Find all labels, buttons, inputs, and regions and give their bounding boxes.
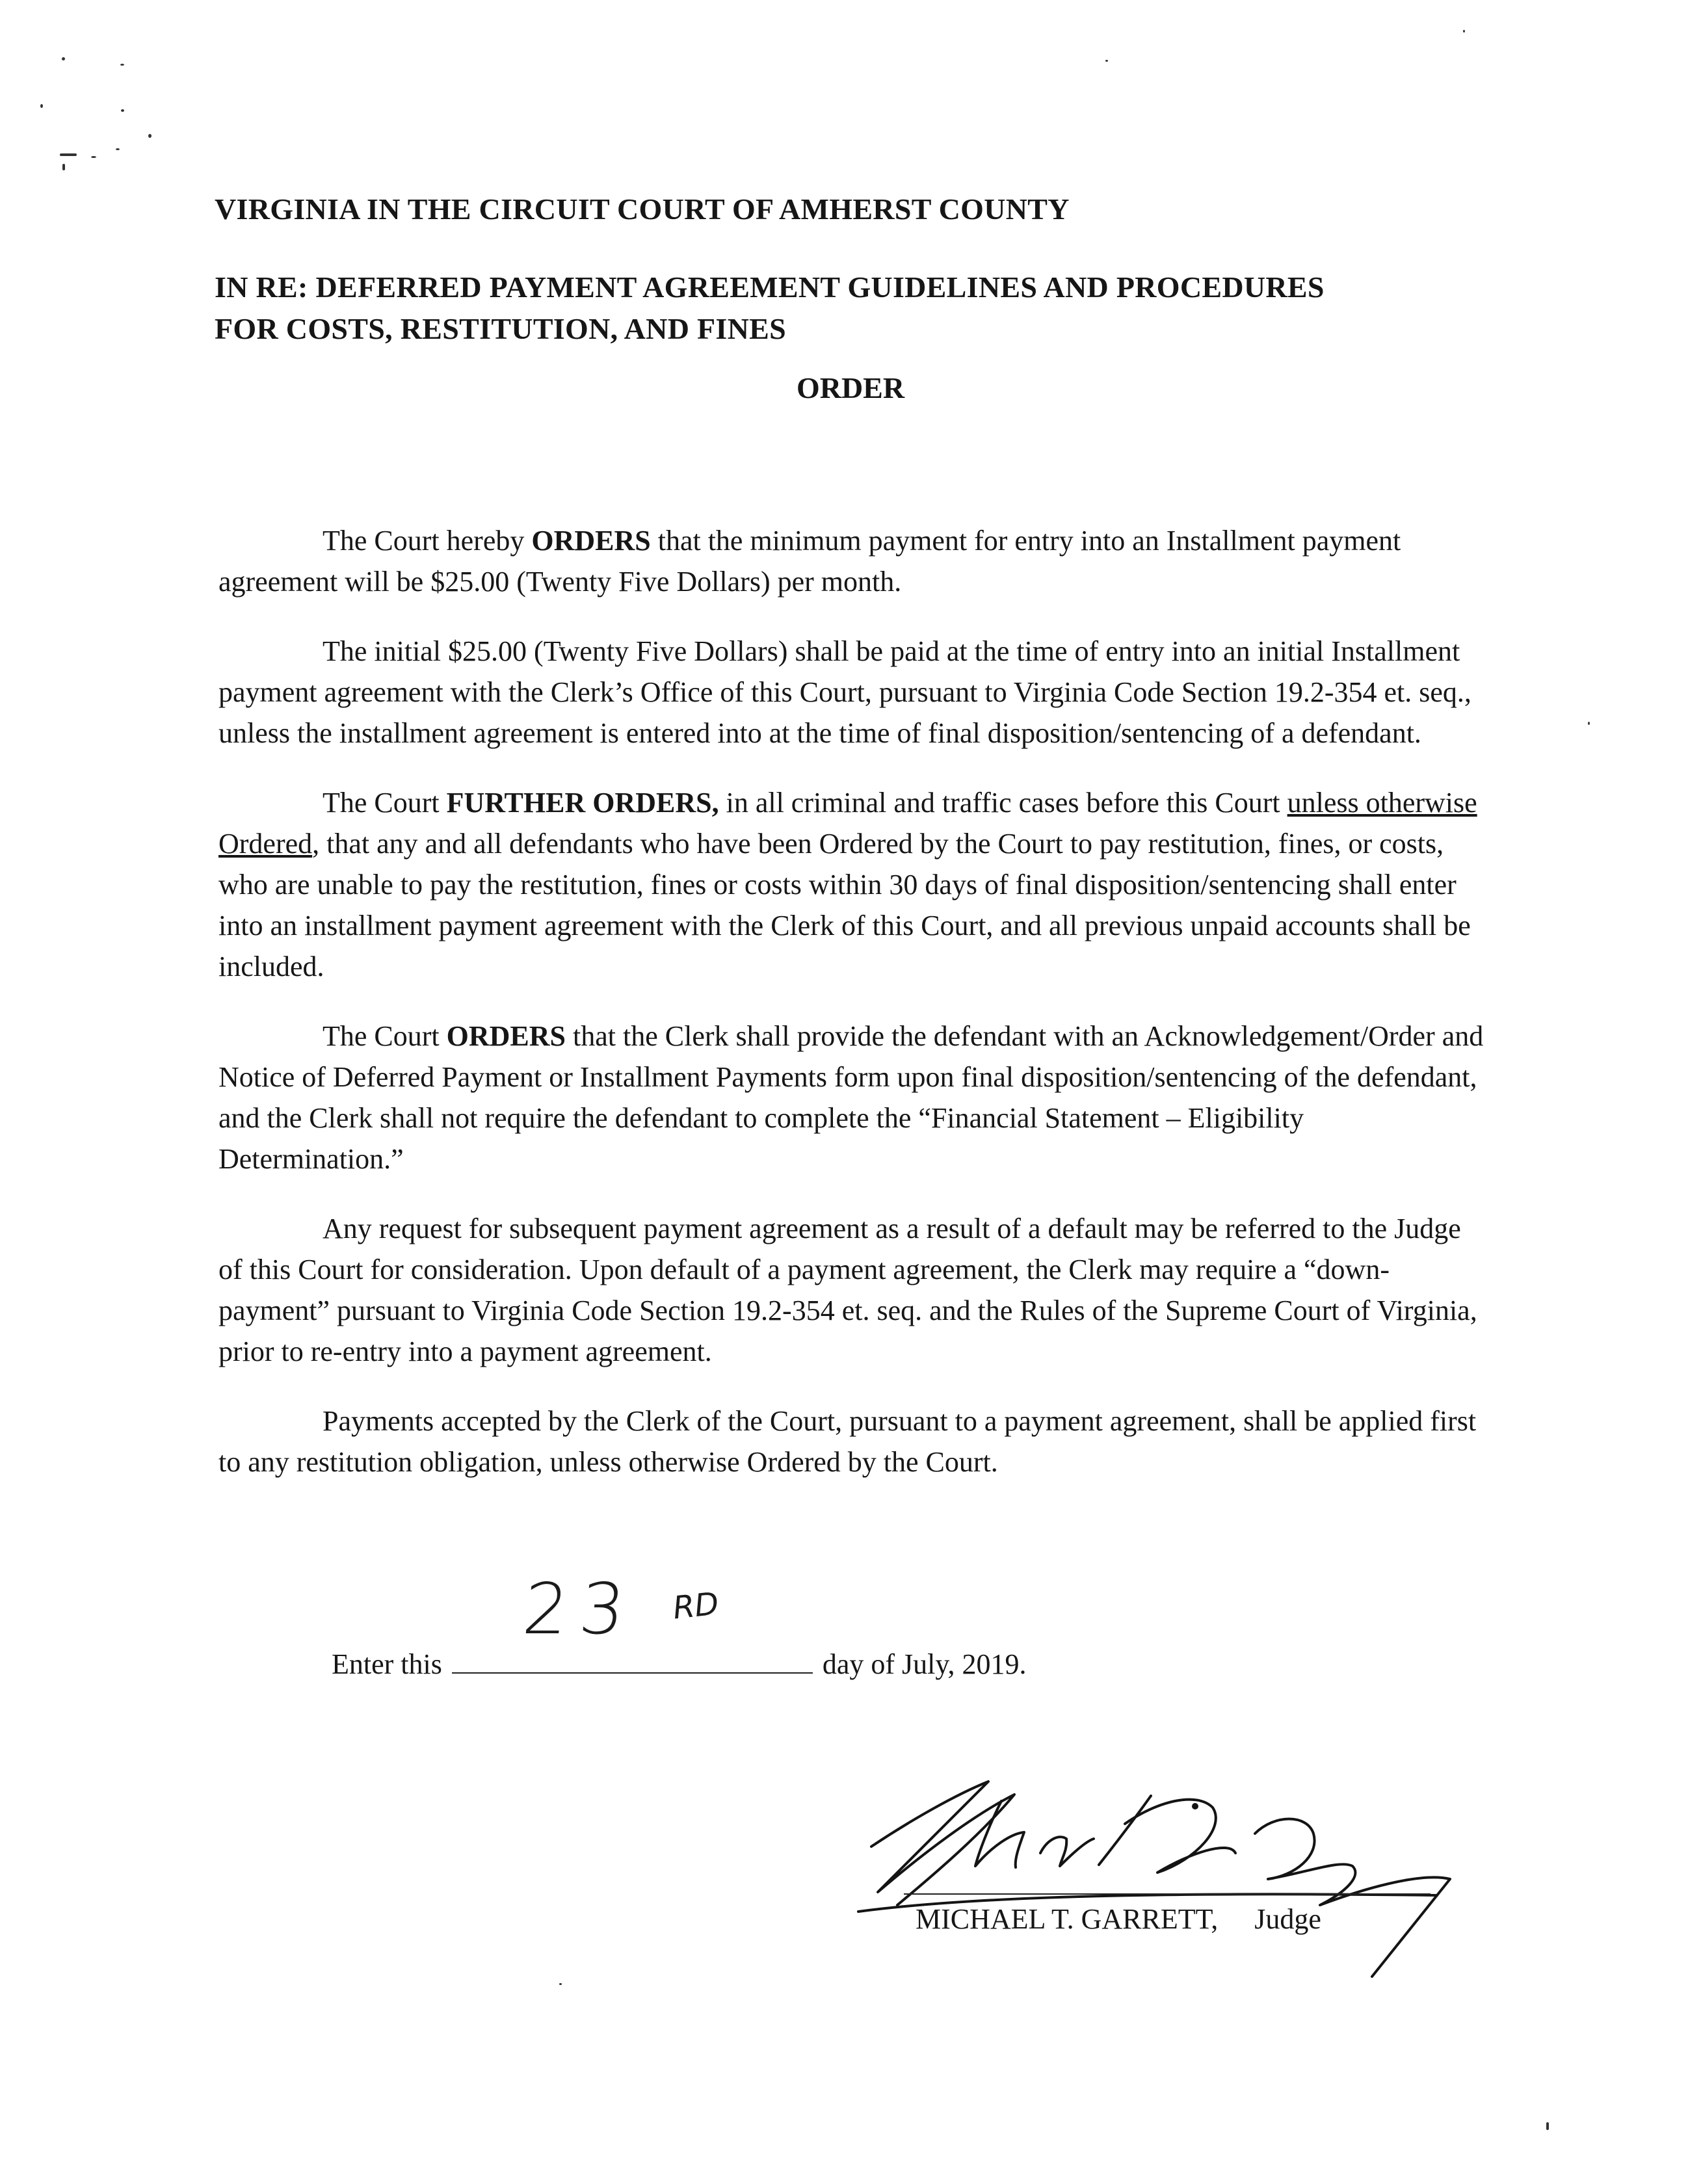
text-run: that the minimum payment for entry into an Installment payment agreement will be $25.00 (Twenty Five Dollars) per month. [218,525,1401,598]
scan-artifact [559,1983,562,1985]
in-re-line-2: FOR COSTS, RESTITUTION, AND FINES [215,312,787,345]
scan-artifact [1105,60,1108,62]
scan-artifact [120,64,124,66]
scan-artifact [1588,722,1590,725]
text-run: The Court [323,787,447,819]
entry-prefix: Enter this [332,1648,442,1680]
entry-suffix: day of July, 2019. [822,1648,1027,1680]
scan-artifact [121,109,124,112]
handwritten-day-suffix: RD [671,1585,720,1627]
scan-artifact [40,104,43,108]
judge-signature [852,1756,1522,2003]
order-title: ORDER [796,371,905,404]
scan-artifact [62,57,65,60]
text-run: The Court hereby [323,525,532,557]
order-body [218,520,1486,1511]
emphasis-orders: ORDERS [531,525,651,557]
judge-title: Judge [1254,1903,1321,1935]
in-re-heading [215,267,1325,350]
emphasis-further-orders: FURTHER ORDERS, [446,787,719,819]
scan-artifact [60,153,77,156]
emphasis-orders: ORDERS [446,1020,566,1052]
paragraph-further-orders [218,782,1486,987]
entry-date-line [332,1569,1027,1684]
judge-signature-block [916,1900,1321,1939]
scan-artifact [116,148,120,150]
court-heading: VIRGINIA IN THE CIRCUIT COURT OF AMHERST COUNTY [215,192,1070,226]
scan-artifact [91,156,96,158]
underlined-phrase: unless otherwise Ordered [218,787,1477,860]
handwritten-day: 23 [519,1569,640,1650]
in-re-line-1: IN RE: DEFERRED PAYMENT AGREEMENT GUIDELINES AND PROCEDURES [215,270,1325,304]
paragraph-minimum-payment [218,520,1486,602]
text-run: that the Clerk shall provide the defendant with an Acknowledgement/Order and Notice of Deferred Payment or Installment Payments form upon final disposition/sentencing of the defendant, and the Clerk shall not require the defendant to complete the “Financial Statement – Eligibility Determination.” [218,1020,1484,1175]
judge-name: MICHAEL T. GARRETT, [916,1903,1219,1935]
paragraph-initial-payment: The initial $25.00 (Twenty Five Dollars) shall be paid at the time of entry into an initial Installment payment agreement with the Clerk’s Office of this Court, pursuant to Virginia Code Section 19.2-354 et. seq., unless the installment agreement is entered into at the time of final disposition/sentencing of a defendant. [218,635,1471,749]
text-run: , that any and all defendants who have been Ordered by the Court to pay restitution, fines, or costs, who are unable to pay the restitution, fines or costs within 30 days of final disposition/sentencing shall enter into an installment payment agreement with the Clerk of this Court, and all previous unpaid accounts shall be included. [218,828,1471,982]
paragraph-clerk-notice [218,1016,1486,1179]
scan-artifact [62,164,65,170]
paragraph-default: Any request for subsequent payment agreement as a result of a default may be referred to the Judge of this Court for consideration. Upon default of a payment agreement, the Clerk may require a “down-payment” pursuant to Virginia Code Section 19.2-354 et. seq. and the Rules of the Supreme Court of Virginia, prior to re-entry into a payment agreement. [218,1213,1477,1367]
signature-line [904,1893,1431,1895]
text-run: in all criminal and traffic cases before this Court [719,787,1287,819]
scan-artifact [1546,2122,1549,2130]
scan-artifact [1463,30,1465,33]
text-run: The Court [323,1020,447,1052]
paragraph-payments-applied: Payments accepted by the Clerk of the Court, pursuant to a payment agreement, shall be applied first to any restitution obligation, unless otherwise Ordered by the Court. [218,1405,1477,1478]
scan-artifact [148,134,152,138]
entry-day-blank [452,1569,813,1674]
